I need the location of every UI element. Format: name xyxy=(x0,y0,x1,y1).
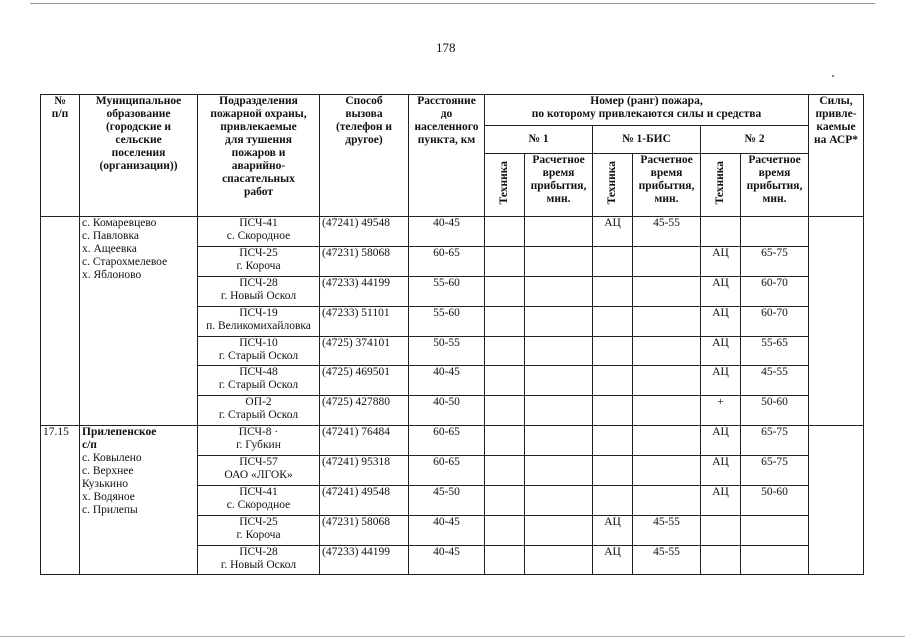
time-3-cell: 65-75 xyxy=(741,456,809,486)
unit-cell: ПСЧ-8 · г. Губкин xyxy=(198,426,320,456)
unit-cell: ПСЧ-41 с. Скородное xyxy=(198,486,320,516)
table-row xyxy=(41,217,864,247)
header-tech-1: Техника xyxy=(485,154,525,217)
settlement-name: х. Яблоново xyxy=(82,269,142,281)
settlement-name: х. Ащеевка xyxy=(82,243,137,255)
distance-cell: 40-45 xyxy=(409,366,485,396)
phone-cell: (47231) 58068 xyxy=(320,516,409,546)
tech-2-cell xyxy=(593,366,633,396)
time-3-cell: 45-55 xyxy=(741,366,809,396)
time-2-cell xyxy=(633,396,701,426)
unit-cell: ПСЧ-25 г. Короча xyxy=(198,516,320,546)
settlement-name: с. Павловка xyxy=(82,230,139,242)
tech-1-cell xyxy=(485,546,525,575)
phone-cell: (4725) 427880 xyxy=(320,396,409,426)
time-1-cell xyxy=(525,337,593,366)
unit-cell: ПСЧ-57 ОАО «ЛГОК» xyxy=(198,456,320,486)
tech-2-cell xyxy=(593,456,633,486)
time-1-cell xyxy=(525,486,593,516)
phone-cell: (47231) 58068 xyxy=(320,247,409,277)
settlement-name: Кузькино xyxy=(82,478,128,490)
time-2-cell xyxy=(633,486,701,516)
settlement-name: с. Комаревцево xyxy=(82,217,157,229)
tech-1-cell xyxy=(485,217,525,247)
distance-cell: 60-65 xyxy=(409,456,485,486)
phone-cell: (4725) 374101 xyxy=(320,337,409,366)
time-1-cell xyxy=(525,247,593,277)
unit-cell: ПСЧ-48 г. Старый Оскол xyxy=(198,366,320,396)
time-2-cell: 45-55 xyxy=(633,516,701,546)
header-time-2: Расчетное время прибытия, мин. xyxy=(633,154,701,217)
tech-2-cell: АЦ xyxy=(593,546,633,575)
unit-cell: ПСЧ-28 г. Новый Оскол xyxy=(198,277,320,307)
fire-forces-table xyxy=(40,94,864,575)
time-2-cell: 45-55 xyxy=(633,217,701,247)
time-2-cell xyxy=(633,456,701,486)
tech-1-cell xyxy=(485,516,525,546)
header-distance: Расстояние до населенного пункта, км xyxy=(409,95,485,217)
distance-cell: 40-45 xyxy=(409,546,485,575)
tech-3-cell: + xyxy=(701,396,741,426)
settlement-name: с. Прилепы xyxy=(82,504,138,516)
header-rank-2: № 2 xyxy=(701,126,809,154)
time-3-cell: 60-70 xyxy=(741,307,809,337)
time-2-cell xyxy=(633,247,701,277)
time-1-cell xyxy=(525,366,593,396)
unit-cell: ПСЧ-10 г. Старый Оскол xyxy=(198,337,320,366)
time-3-cell: 65-75 xyxy=(741,247,809,277)
header-municipal: Муниципальное образование (городские и сельские поселения (организации)) xyxy=(80,95,198,217)
time-1-cell xyxy=(525,516,593,546)
tech-3-cell xyxy=(701,217,741,247)
tech-1-cell xyxy=(485,366,525,396)
time-2-cell xyxy=(633,426,701,456)
header-asr: Силы, привле- каемые на АСР* xyxy=(809,95,864,217)
unit-cell: ОП-2 г. Старый Оскол xyxy=(198,396,320,426)
header-units: Подразделения пожарной охраны, привлекаемые для тушения пожаров и аварийно- спасательных работ xyxy=(198,95,320,217)
settlement-name: с. Старохмелевое xyxy=(82,256,168,268)
tech-3-cell: АЦ xyxy=(701,337,741,366)
time-2-cell xyxy=(633,337,701,366)
unit-cell: ПСЧ-28 г. Новый Оскол xyxy=(198,546,320,575)
scan-top-edge xyxy=(30,3,875,4)
header-time-3: Расчетное время прибытия, мин. xyxy=(741,154,809,217)
tech-1-cell xyxy=(485,247,525,277)
time-1-cell xyxy=(525,396,593,426)
phone-cell: (47241) 95318 xyxy=(320,456,409,486)
time-2-cell xyxy=(633,307,701,337)
time-1-cell xyxy=(525,217,593,247)
distance-cell: 60-65 xyxy=(409,247,485,277)
time-2-cell xyxy=(633,277,701,307)
tech-3-cell: АЦ xyxy=(701,247,741,277)
time-1-cell xyxy=(525,546,593,575)
distance-cell: 40-50 xyxy=(409,396,485,426)
phone-cell: (47233) 44199 xyxy=(320,546,409,575)
time-1-cell xyxy=(525,307,593,337)
time-3-cell xyxy=(741,516,809,546)
tech-1-cell xyxy=(485,486,525,516)
header-tech-3: Техника xyxy=(701,154,741,217)
page-number: 178 xyxy=(436,40,456,55)
distance-cell: 55-60 xyxy=(409,307,485,337)
phone-cell: (47241) 49548 xyxy=(320,217,409,247)
tech-3-cell xyxy=(701,516,741,546)
tech-1-cell xyxy=(485,277,525,307)
municipality-title: Прилепенское с/п xyxy=(82,426,157,451)
header-call-method: Способ вызова (телефон и другое) xyxy=(320,95,409,217)
header-tech-2: Техника xyxy=(593,154,633,217)
tech-2-cell xyxy=(593,277,633,307)
municipal-cell xyxy=(80,426,198,575)
time-1-cell xyxy=(525,426,593,456)
tech-2-cell xyxy=(593,396,633,426)
row-num: 17.15 xyxy=(41,426,80,575)
tech-1-cell xyxy=(485,337,525,366)
asr-cell xyxy=(809,426,864,575)
tech-2-cell: АЦ xyxy=(593,217,633,247)
time-2-cell xyxy=(633,366,701,396)
tech-1-cell xyxy=(485,426,525,456)
settlement-name: с. Верхнее xyxy=(82,465,134,477)
tech-3-cell: АЦ xyxy=(701,426,741,456)
row-num xyxy=(41,217,80,426)
time-3-cell xyxy=(741,217,809,247)
distance-cell: 50-55 xyxy=(409,337,485,366)
phone-cell: (47241) 49548 xyxy=(320,486,409,516)
phone-cell: (4725) 469501 xyxy=(320,366,409,396)
phone-cell: (47233) 51101 xyxy=(320,307,409,337)
unit-cell: ПСЧ-25 г. Короча xyxy=(198,247,320,277)
time-3-cell: 65-75 xyxy=(741,426,809,456)
header-rank-1bis: № 1-БИС xyxy=(593,126,701,154)
tech-1-cell xyxy=(485,307,525,337)
tech-3-cell: АЦ xyxy=(701,307,741,337)
time-3-cell: 55-65 xyxy=(741,337,809,366)
municipal-cell xyxy=(80,217,198,426)
table-row xyxy=(41,426,864,456)
tech-3-cell: АЦ xyxy=(701,366,741,396)
tech-1-cell xyxy=(485,396,525,426)
tech-2-cell xyxy=(593,486,633,516)
distance-cell: 55-60 xyxy=(409,277,485,307)
settlement-name: х. Водяное xyxy=(82,491,135,503)
time-2-cell: 45-55 xyxy=(633,546,701,575)
scan-bottom-edge xyxy=(0,636,905,637)
header-rank-1: № 1 xyxy=(485,126,593,154)
tech-2-cell xyxy=(593,337,633,366)
time-3-cell xyxy=(741,546,809,575)
settlement-name: с. Ковылено xyxy=(82,452,142,464)
phone-cell: (47233) 44199 xyxy=(320,277,409,307)
time-1-cell xyxy=(525,456,593,486)
time-3-cell: 50-60 xyxy=(741,396,809,426)
tech-2-cell: АЦ xyxy=(593,516,633,546)
tech-3-cell: АЦ xyxy=(701,456,741,486)
unit-cell: ПСЧ-41 с. Скородное xyxy=(198,217,320,247)
tech-3-cell xyxy=(701,546,741,575)
unit-cell: ПСЧ-19 п. Великомихайловка xyxy=(198,307,320,337)
distance-cell: 60-65 xyxy=(409,426,485,456)
distance-cell: 40-45 xyxy=(409,516,485,546)
scan-speck xyxy=(832,75,834,77)
tech-2-cell xyxy=(593,307,633,337)
distance-cell: 45-50 xyxy=(409,486,485,516)
asr-cell xyxy=(809,217,864,426)
tech-2-cell xyxy=(593,247,633,277)
header-fire-rank: Номер (ранг) пожара, по которому привлекаются силы и средства xyxy=(485,95,809,126)
tech-1-cell xyxy=(485,456,525,486)
distance-cell: 40-45 xyxy=(409,217,485,247)
tech-2-cell xyxy=(593,426,633,456)
header-time-1: Расчетное время прибытия, мин. xyxy=(525,154,593,217)
tech-3-cell: АЦ xyxy=(701,486,741,516)
header-num: № п/п xyxy=(41,95,80,217)
time-1-cell xyxy=(525,277,593,307)
phone-cell: (47241) 76484 xyxy=(320,426,409,456)
tech-3-cell: АЦ xyxy=(701,277,741,307)
time-3-cell: 60-70 xyxy=(741,277,809,307)
time-3-cell: 50-60 xyxy=(741,486,809,516)
